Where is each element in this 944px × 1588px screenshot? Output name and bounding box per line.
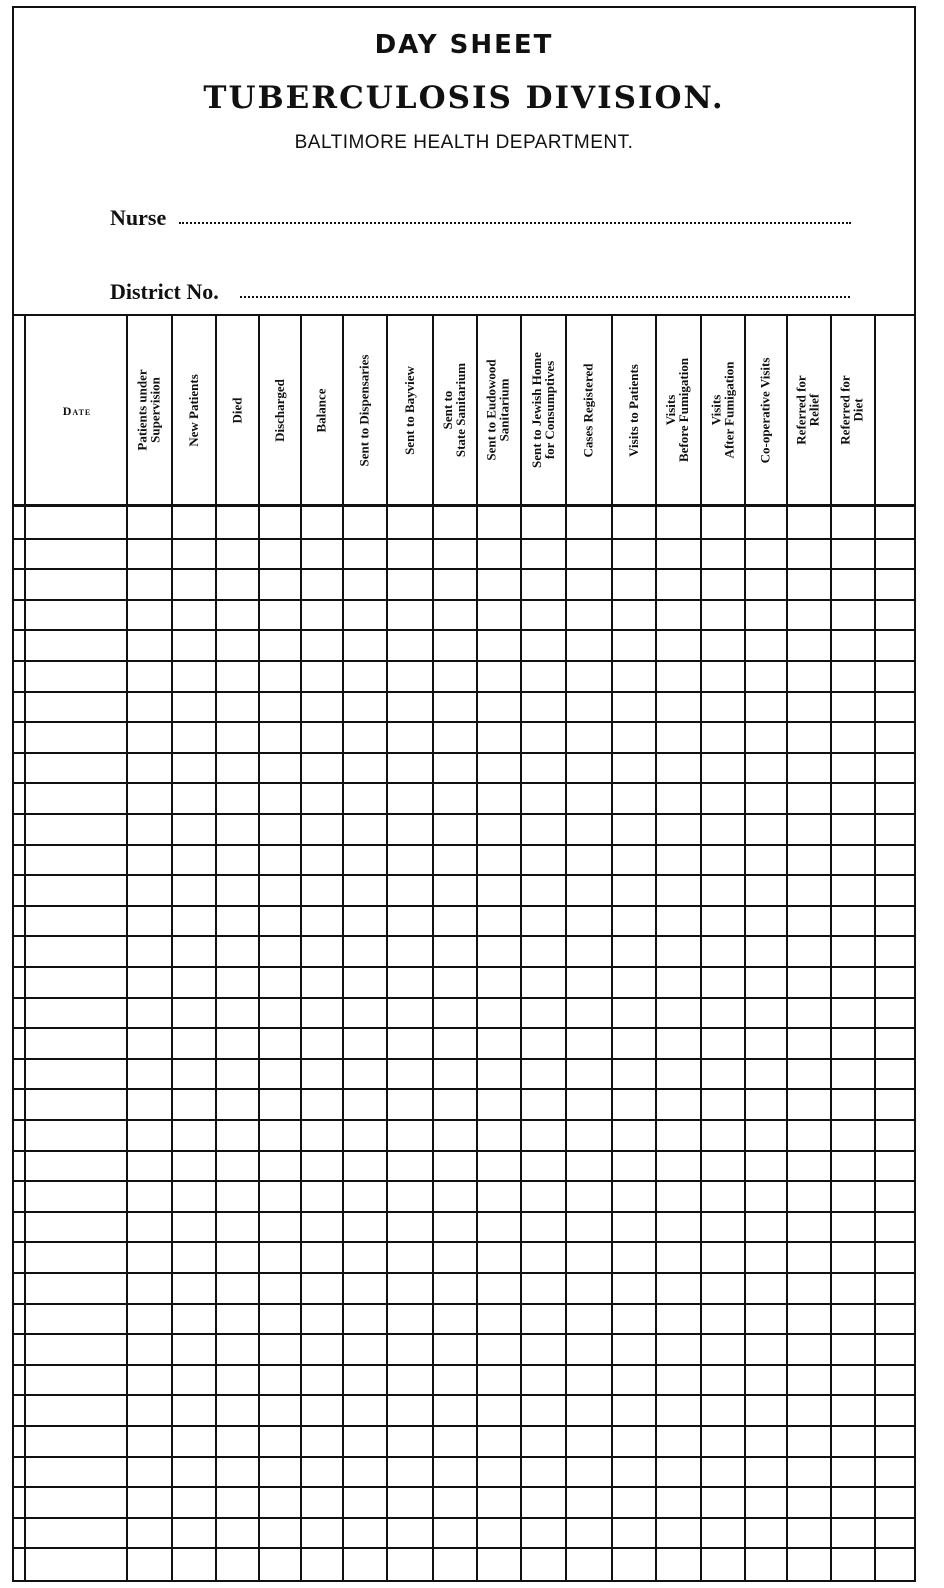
- form-header: [14, 8, 914, 316]
- column-header: [342, 322, 386, 498]
- column-header: [830, 322, 874, 498]
- column-header-label: [403, 366, 416, 455]
- column-divider: [611, 314, 613, 1580]
- table-row[interactable]: [14, 1486, 914, 1488]
- table-row[interactable]: [14, 1272, 914, 1274]
- table-row[interactable]: [14, 1088, 914, 1090]
- column-header-line: Sent to: [440, 390, 455, 430]
- table-row[interactable]: [14, 1364, 914, 1366]
- column-header-label: [358, 354, 371, 466]
- table-row[interactable]: [14, 721, 914, 723]
- date-column-header: Date: [62, 404, 92, 418]
- column-header-line: Patients under: [134, 369, 150, 451]
- column-header-label: [627, 364, 640, 457]
- column-header-line: Diet: [851, 398, 867, 422]
- column-header-line: Sent to Eudowood: [484, 359, 500, 461]
- column-header: [786, 322, 830, 498]
- column-divider: [830, 314, 832, 1580]
- table-row[interactable]: [14, 782, 914, 784]
- day-sheet-table: [14, 314, 914, 1580]
- column-header-line: Visits to Patients: [625, 363, 641, 457]
- column-header-line: Before Fumigation: [676, 357, 692, 463]
- table-row[interactable]: [14, 844, 914, 846]
- column-header-line: Visits: [708, 394, 724, 426]
- column-header: [171, 322, 215, 498]
- table-row[interactable]: [14, 1547, 914, 1549]
- column-divider: [258, 314, 260, 1580]
- column-header-label: [485, 359, 511, 460]
- table-row[interactable]: [14, 1211, 914, 1213]
- table-row[interactable]: [14, 813, 914, 815]
- column-header-label: [665, 358, 691, 462]
- table-row[interactable]: [14, 1058, 914, 1060]
- column-header-label: [273, 379, 286, 442]
- column-header-line: Referred for: [794, 375, 810, 445]
- column-divider: [874, 314, 876, 1580]
- table-row[interactable]: [14, 568, 914, 570]
- column-header-label: [187, 374, 200, 447]
- header-rule: [14, 504, 914, 507]
- column-header-line: Sanitarium: [497, 378, 513, 442]
- table-row[interactable]: [14, 1180, 914, 1182]
- column-header: [432, 322, 476, 498]
- table-row[interactable]: [14, 1456, 914, 1458]
- column-header-line: State Sanitarium: [453, 362, 468, 458]
- column-divider: [700, 314, 702, 1580]
- column-header-line: Co-operative Visits: [757, 357, 773, 463]
- nurse-field[interactable]: [179, 222, 851, 224]
- column-divider: [300, 314, 302, 1580]
- column-divider: [386, 314, 388, 1580]
- form-title: DAY SHEET: [374, 30, 554, 60]
- table-row[interactable]: [14, 966, 914, 968]
- table-row[interactable]: [14, 997, 914, 999]
- column-divider: [24, 314, 26, 1580]
- division-title: TUBERCULOSIS DIVISION.: [203, 80, 725, 116]
- column-header-line: for Consumptives: [541, 360, 557, 460]
- column-header-line: Sent to Jewish Home: [528, 352, 544, 468]
- table-row[interactable]: [14, 691, 914, 693]
- table-row[interactable]: [14, 874, 914, 876]
- column-header: [520, 322, 565, 498]
- column-header-line: Visits: [663, 394, 679, 426]
- column-header-label: [795, 375, 821, 444]
- column-divider: [744, 314, 746, 1580]
- table-row[interactable]: [14, 599, 914, 601]
- column-divider: [126, 314, 128, 1580]
- column-divider: [786, 314, 788, 1580]
- table-row[interactable]: [14, 905, 914, 907]
- column-header: [215, 322, 258, 498]
- column-header: [476, 322, 520, 498]
- column-header: [611, 322, 655, 498]
- table-row[interactable]: [14, 629, 914, 631]
- table-row[interactable]: [14, 660, 914, 662]
- table-row[interactable]: [14, 1333, 914, 1335]
- column-header: [126, 322, 171, 498]
- column-divider: [655, 314, 657, 1580]
- table-row[interactable]: [14, 935, 914, 937]
- column-header-label: [759, 357, 772, 463]
- column-header-label: [530, 352, 556, 468]
- column-header-label: [230, 397, 243, 423]
- column-header-line: After Fumigation: [721, 361, 737, 459]
- column-header-line: Sent to Bayview: [401, 365, 417, 455]
- column-header-line: Cases Registered: [580, 363, 596, 457]
- nurse-label: Nurse: [110, 205, 167, 230]
- column-header: [565, 322, 611, 498]
- table-row[interactable]: [14, 1027, 914, 1029]
- column-header-line: Supervision: [147, 377, 163, 443]
- table-row[interactable]: [14, 1425, 914, 1427]
- column-divider: [565, 314, 567, 1580]
- column-divider: [432, 314, 434, 1580]
- table-row[interactable]: [14, 1517, 914, 1519]
- column-divider: [215, 314, 217, 1580]
- table-row[interactable]: [14, 538, 914, 540]
- column-header-line: Balance: [313, 387, 329, 433]
- column-header-line: Referred for: [838, 375, 854, 445]
- column-header: [258, 322, 300, 498]
- column-header-label: [315, 388, 328, 432]
- column-divider: [342, 314, 344, 1580]
- column-header: [744, 322, 786, 498]
- table-row[interactable]: [14, 1119, 914, 1121]
- column-header-line: Died: [229, 397, 244, 423]
- column-header: [386, 322, 432, 498]
- table-row[interactable]: [14, 1303, 914, 1305]
- column-divider: [171, 314, 173, 1580]
- column-header-line: Sent to Dispensaries: [356, 354, 372, 466]
- district-label: District No.: [110, 279, 219, 304]
- table-row[interactable]: [14, 752, 914, 754]
- district-field[interactable]: [240, 296, 850, 298]
- column-header: [655, 322, 700, 498]
- column-header-label: [582, 363, 595, 457]
- department-title: BALTIMORE HEALTH DEPARTMENT.: [294, 132, 634, 153]
- column-header-label: [441, 363, 467, 457]
- column-header-label: [136, 369, 162, 450]
- column-header-label: [839, 375, 865, 444]
- column-header: [300, 322, 342, 498]
- table-row[interactable]: [14, 1394, 914, 1396]
- day-sheet-form: [12, 6, 916, 1582]
- table-row[interactable]: [14, 1150, 914, 1152]
- column-divider: [476, 314, 478, 1580]
- column-header: [700, 322, 744, 498]
- column-divider: [520, 314, 522, 1580]
- column-header-line: New Patients: [185, 373, 201, 447]
- table-row[interactable]: [14, 1241, 914, 1243]
- column-header-line: Relief: [807, 393, 823, 427]
- column-header-line: Discharged: [271, 378, 287, 442]
- column-header-label: [709, 362, 735, 459]
